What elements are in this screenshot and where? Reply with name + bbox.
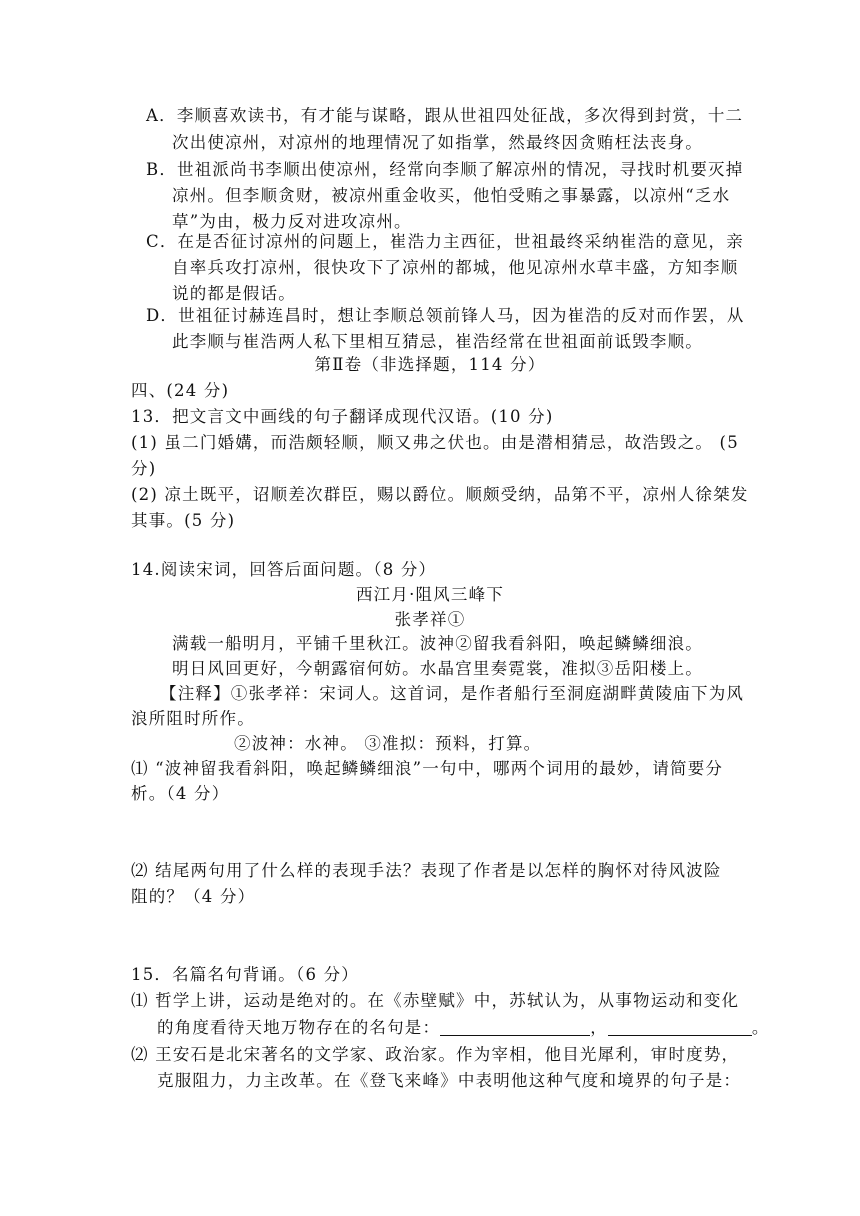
poem-line-2: 明日风回更好，今朝露宿何妨。水晶宫里奏霓裳，准拟③岳阳楼上。 (172, 659, 703, 678)
option-a-line-2: 次出使凉州，对凉州的地理情况了如指掌，然最终因贪贿枉法丧身。 (172, 133, 703, 152)
q14-sub2-line-2: 阻的？（4 分） (131, 887, 256, 906)
option-b-line-3: 草”为由，极力反对进攻凉州。 (172, 212, 412, 231)
q13-part2-line-1: (2) 凉土既平，诏顺差次群臣，赐以爵位。顺颇受纳，品第不平，凉州人徐桀发 (131, 485, 749, 504)
option-d-line-1: D．世祖征讨赫连昌时，想让李顺总领前锋人马，因为崔浩的反对而作罢，从 (146, 306, 745, 325)
q13-part1-line-2: 分) (131, 459, 157, 478)
q15-sub2-line-2: 克服阻力，力主改革。在《登飞来峰》中表明他这种气度和境界的句子是： (157, 1071, 742, 1090)
option-c-line-3: 说的都是假话。 (172, 284, 296, 303)
option-b-line-1: B．世祖派尚书李顺出使凉州，经常向李顺了解凉州的情况，寻找时机要灭掉 (146, 160, 744, 179)
q15-sub1-prefix: 的角度看待天地万物存在的名句是： (157, 1018, 441, 1037)
q13-part1-line-1: (1) 虽二门婚媾，而浩颇轻顺，顺又弗之伏也。由是潜相猜忌，故浩毁之。 (5 (131, 433, 739, 452)
q15-sub1-line-1: ⑴ 哲学上讲，运动是绝对的。在《赤壁赋》中，苏轼认为，从事物运动和变化 (131, 991, 740, 1010)
q15-period: 。 (751, 1018, 770, 1037)
answer-blank-2[interactable] (608, 1019, 752, 1036)
q15-sub1-line-2 (157, 1018, 770, 1038)
q15-sub2-line-1: ⑵ 王安石是北宋著名的文学家、政治家。作为宰相，他目光犀利，审时度势， (131, 1045, 740, 1064)
q14-sub2-line-1: ⑵ 结尾两句用了什么样的表现手法？表现了作者是以怎样的胸怀对待风波险 (131, 861, 722, 880)
poem-title: 西江月·阻风三峰下 (355, 585, 505, 604)
poem-note-line-3: ②波神：水神。 ③准拟：预料，打算。 (234, 734, 542, 753)
poem-note-line-1: 【注释】①张孝祥：宋词人。这首词，是作者船行至洞庭湖畔黄陵庙下为风 (160, 684, 745, 703)
q13-title: 13．把文言文中画线的句子翻译成现代汉语。(10 分) (131, 407, 554, 426)
q14-sub1-line-1: ⑴ “波神留我看斜阳，唤起鳞鳞细浪”一句中，哪两个词用的最妙，请简要分 (131, 759, 724, 778)
poem-author: 张孝祥① (394, 610, 466, 629)
answer-blank-1[interactable] (440, 1019, 590, 1036)
q14-title: 14.阅读宋词，回答后面问题。（8 分） (131, 560, 437, 579)
q15-comma: ， (590, 1018, 608, 1037)
q15-title: 15．名篇名句背诵。（6 分） (131, 965, 359, 984)
option-c-line-1: C．在是否征讨凉州的问题上，崔浩力主西征，世祖最终采纳崔浩的意见，亲 (146, 232, 744, 251)
q13-part2-line-2: 其事。(5 分) (131, 511, 236, 530)
poem-line-1: 满载一船明月，平铺千里秋江。波神②留我看斜阳，唤起鳞鳞细浪。 (172, 634, 703, 653)
option-a-line-1: A．李顺喜欢读书，有才能与谋略，跟从世祖四处征战，多次得到封赏，十二 (146, 106, 744, 125)
option-b-line-2: 凉州。但李顺贪财，被凉州重金收买，他怕受贿之事暴露，以凉州“乏水 (172, 186, 731, 205)
poem-note-line-2: 浪所阻时所作。 (131, 709, 255, 728)
section-four-heading: 四、(24 分) (131, 381, 230, 400)
option-c-line-2: 自率兵攻打凉州，很快攻下了凉州的都城，他见凉州水草丰盛，方知李顺 (172, 258, 739, 277)
q14-sub1-line-2: 析。（4 分） (131, 784, 230, 803)
volume-title: 第Ⅱ卷（非选择题，114 分） (314, 355, 546, 374)
option-d-line-2: 此李顺与崔浩两人私下里相互猜忌，崔浩经常在世祖面前诋毁李顺。 (172, 332, 703, 351)
